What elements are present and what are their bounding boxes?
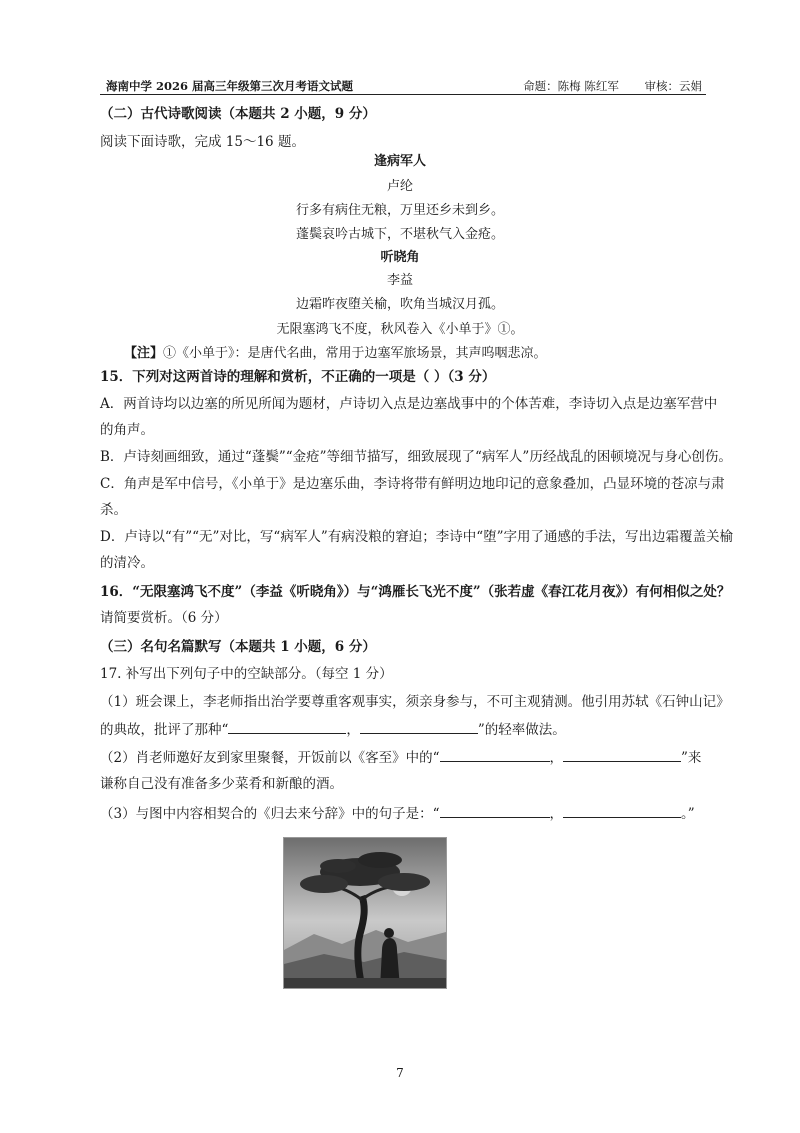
question-17-part-2	[100, 747, 701, 768]
exam-title: 海南中学 2026 届高三年级第三次月考语文试题	[106, 79, 354, 93]
answer-blank[interactable]	[563, 747, 681, 762]
prompt-text: 。”	[681, 806, 695, 822]
header-authors: 命题：陈梅 陈红军	[523, 79, 619, 93]
page-number: 7	[396, 1066, 404, 1080]
answer-blank[interactable]	[228, 719, 346, 734]
separator: ，	[346, 722, 360, 738]
poem-1-title: 逢病军人	[373, 154, 426, 169]
question-16-line: 请简要赏析。（6 分）	[100, 610, 228, 626]
header-reviewer: 审核：云娟	[644, 79, 702, 93]
question-15-stem: 15．下列对这两首诗的理解和赏析，不正确的一项是（ ）（3 分）	[100, 369, 496, 385]
poem-2-line: 无限塞鸿飞不度，秋风卷入《小单于》①。	[276, 322, 524, 337]
question-15-option: A．两首诗均以边塞的所见所闻为题材，卢诗切入点是边塞战事中的个体苦难，李诗切入点是边塞军营中	[100, 396, 718, 412]
question-15-option: B．卢诗刻画细致，通过“蓬鬓”“金疮”等细节描写，细致展现了“病军人”历经战乱的困顿境况与身心创伤。	[100, 449, 732, 465]
question-17-part-1: （1）班会课上，李老师指出治学要尊重客观事实，须亲身参与，不可主观猜测。他引用苏轼《石钟山记》	[100, 694, 730, 710]
illustration-svg	[284, 838, 446, 988]
section-3-heading: （三）名句名篇默写（本题共 1 小题，6 分）	[100, 639, 376, 655]
answer-blank[interactable]	[440, 747, 550, 762]
prompt-text: 的典故，批评了那种“	[100, 722, 229, 738]
answer-blank[interactable]	[360, 719, 478, 734]
note-text: ①《小单于》：是唐代名曲，常用于边塞军旅场景，其声呜咽悲凉。	[163, 346, 547, 361]
page-header	[100, 76, 706, 95]
prompt-text: （2）肖老师邀好友到家里聚餐，开饭前以《客至》中的“	[100, 750, 440, 766]
question-17-part-3	[100, 803, 695, 824]
poem-1-author: 卢纶	[386, 179, 413, 194]
separator: ，	[549, 750, 563, 766]
poem-1-line: 蓬鬓哀吟古城下，不堪秋气入金疮。	[295, 227, 504, 242]
question-15-option: C．角声是军中信号，《小单于》是边塞乐曲，李诗将带有鲜明边地印记的意象叠加，凸显环境的苍凉与肃	[100, 476, 725, 492]
poem-2-author: 李益	[386, 273, 413, 288]
question-17-stem: 17. 补写出下列句子中的空缺部分。（每空 1 分）	[100, 666, 393, 682]
question-15-option: 的角声。	[100, 422, 154, 438]
header-credits	[501, 78, 702, 94]
note-label: 【注】	[124, 346, 164, 361]
prompt-text: ”的轻率做法。	[477, 722, 566, 738]
question-15-option: 杀。	[100, 502, 127, 518]
separator: ，	[549, 806, 563, 822]
pine-tree-scholar-illustration	[283, 837, 447, 989]
section-2-heading: （二）古代诗歌阅读（本题共 2 小题，9 分）	[100, 106, 376, 122]
poem-2-title: 听晓角	[380, 250, 420, 265]
answer-blank[interactable]	[563, 803, 681, 818]
section-2-instruction: 阅读下面诗歌，完成 15～16 题。	[100, 134, 305, 150]
question-17-part-2-cont: 谦称自己没有准备多少菜肴和新酿的酒。	[100, 776, 343, 792]
prompt-text: ”来	[681, 750, 702, 766]
poem-2-line: 边霜昨夜堕关榆，吹角当城汉月孤。	[295, 297, 504, 312]
prompt-text: （3）与图中内容相契合的《归去来兮辞》中的句子是：“	[100, 806, 440, 822]
question-16-line: 16．“无限塞鸿飞不度”（李益《听晓角》）与“鸿雁长飞光不度”（张若虚《春江花月夜》）有何相似之处？	[100, 584, 731, 600]
poem-note	[124, 344, 547, 364]
answer-blank[interactable]	[440, 803, 550, 818]
question-15-option: 的清冷。	[100, 555, 154, 571]
question-17-part-1-blanks	[100, 719, 566, 740]
poem-1-line: 行多有病住无粮，万里还乡未到乡。	[295, 203, 504, 218]
question-15-option: D．卢诗以“有”“无”对比，写“病军人”有病没粮的窘迫；李诗中“堕”字用了通感的手法，写出边霜覆盖关榆	[100, 529, 734, 545]
